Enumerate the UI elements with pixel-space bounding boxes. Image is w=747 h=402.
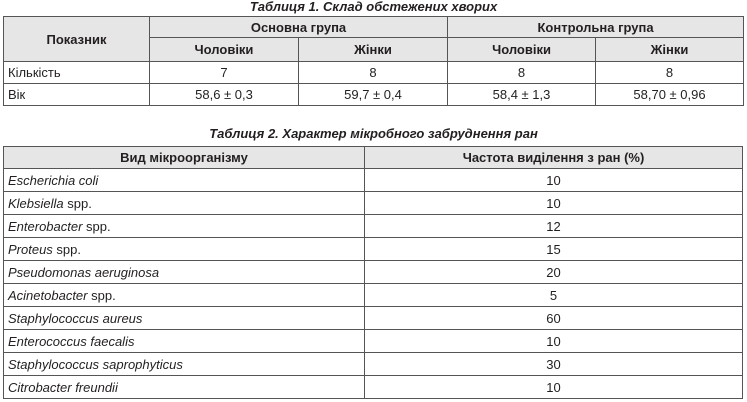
table-row — [4, 169, 743, 192]
organism-cell — [4, 284, 365, 307]
organism-cell — [4, 192, 365, 215]
organism-name: Klebsiella — [8, 195, 64, 211]
table1-caption: Таблиця 1. Склад обстежених хворих — [249, 0, 498, 14]
frequency-cell: 5 — [365, 284, 743, 307]
table-row — [4, 330, 743, 353]
table-row — [4, 215, 743, 238]
organism-name: Proteus — [8, 241, 53, 257]
organism-name: Acinetobacter — [8, 287, 88, 303]
organism-cell — [4, 307, 365, 330]
cell: 8 — [448, 62, 596, 84]
organism-cell — [4, 330, 365, 353]
header-frequency: Частота виділення з ран (%) — [365, 147, 743, 169]
header-indicator: Показник — [4, 17, 150, 62]
header-control-men: Чоловіки — [448, 38, 596, 62]
table-row — [4, 192, 743, 215]
microbes-table — [3, 146, 743, 399]
table2-caption: Таблиця 2. Характер мікробного забруднення ран — [209, 126, 538, 141]
table-row — [4, 353, 743, 376]
row-label: Вік — [4, 84, 150, 106]
cell: 58,6 ± 0,3 — [150, 84, 299, 106]
organism-name: Enterobacter — [8, 218, 83, 234]
frequency-cell: 10 — [365, 192, 743, 215]
organism-cell — [4, 376, 365, 399]
header-organism: Вид мікроорганізму — [4, 147, 365, 169]
cell: 58,70 ± 0,96 — [596, 84, 744, 106]
organism-name: Staphylococcus saprophyticus — [8, 356, 183, 372]
organism-name: Citrobacter freundii — [8, 379, 118, 395]
cell: 8 — [596, 62, 744, 84]
organism-cell — [4, 169, 365, 192]
table-row — [4, 284, 743, 307]
table-row — [4, 376, 743, 399]
frequency-cell: 15 — [365, 238, 743, 261]
header-main-group: Основна група — [150, 17, 448, 38]
organism-cell — [4, 353, 365, 376]
frequency-cell: 10 — [365, 169, 743, 192]
header-control-group: Контрольна група — [448, 17, 744, 38]
organism-suffix: spp. — [52, 241, 81, 257]
organism-suffix: spp. — [82, 218, 111, 234]
frequency-cell: 20 — [365, 261, 743, 284]
table-row — [4, 261, 743, 284]
table-row — [4, 62, 744, 84]
row-label: Кількість — [4, 62, 150, 84]
organism-name: Escherichia coli — [8, 172, 99, 188]
organism-suffix: spp. — [87, 287, 116, 303]
cell: 7 — [150, 62, 299, 84]
patients-table — [3, 16, 744, 106]
table-row — [4, 238, 743, 261]
organism-suffix: spp. — [63, 195, 92, 211]
organism-name: Staphylococcus aureus — [8, 310, 143, 326]
frequency-cell: 30 — [365, 353, 743, 376]
frequency-cell: 12 — [365, 215, 743, 238]
organism-name: Pseudomonas aeruginosa — [8, 264, 160, 280]
table-row — [4, 84, 744, 106]
organism-cell — [4, 261, 365, 284]
frequency-cell: 60 — [365, 307, 743, 330]
table-row — [4, 307, 743, 330]
header-main-women: Жінки — [299, 38, 448, 62]
cell: 59,7 ± 0,4 — [299, 84, 448, 106]
frequency-cell: 10 — [365, 376, 743, 399]
header-control-women: Жінки — [596, 38, 744, 62]
cell: 8 — [299, 62, 448, 84]
organism-cell — [4, 215, 365, 238]
header-main-men: Чоловіки — [150, 38, 299, 62]
frequency-cell: 10 — [365, 330, 743, 353]
organism-cell — [4, 238, 365, 261]
cell: 58,4 ± 1,3 — [448, 84, 596, 106]
organism-name: Enterococcus faecalis — [8, 333, 135, 349]
